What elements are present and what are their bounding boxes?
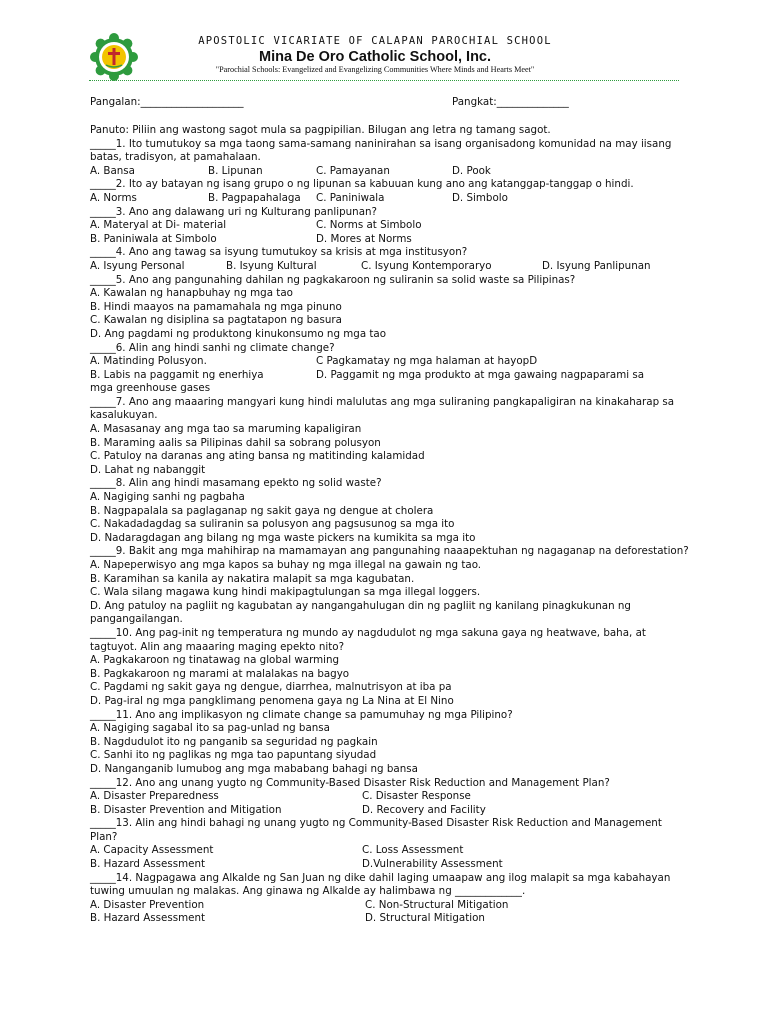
choice-d-continued: mga greenhouse gases	[90, 382, 211, 395]
choice-b[interactable]: B. Karamihan sa kanila ay nakatira malapit sa mga kagubatan.	[90, 572, 415, 585]
question-10: _____10. Ang pag-init ng temperatura ng mundo ay nagdudulot ng mga sakuna gaya ng heatwave, baha, at tagtuyot. Alin ang maaaring maging epekto nito?	[90, 626, 646, 653]
choice-a[interactable]: A. Kawalan ng hanapbuhay ng mga tao	[90, 287, 293, 300]
vicariate-title: APOSTOLIC VICARIATE OF CALAPAN PAROCHIAL SCHOOL	[198, 35, 552, 47]
choice-a[interactable]: A. Bansa	[90, 164, 135, 177]
choice-a[interactable]: A. Nagiging sagabal ito sa pag-unlad ng bansa	[90, 722, 330, 735]
q14-choices-row2	[90, 912, 690, 926]
choice-d[interactable]: D. Lahat ng nabanggit	[90, 463, 206, 476]
choice-b[interactable]: B. Hazard Assessment	[90, 858, 206, 871]
choice-d[interactable]: D. Pag-iral ng mga pangklimang penomena gaya ng La Nina at El Nino	[90, 694, 454, 707]
choice-a[interactable]: A. Pagkakaroon ng tinatawag na global warming	[90, 654, 340, 667]
question-14: _____14. Nagpagawa ang Alkalde ng San Juan ng dike dahil laging umaapaw ang ilog malapit sa mga kabahayan tuwing umuulan ng malakas. Ang ginawa ng Alkalde ay halimbawa ng _____________.	[90, 871, 671, 898]
choice-a[interactable]: A. Isyung Personal	[90, 259, 185, 272]
question-4: _____4. Ano ang tawag sa isyung tumutukoy sa krisis at mga institusyon?	[90, 246, 468, 259]
q1-choices	[90, 165, 690, 179]
instructions: Panuto: Piliin ang wastong sagot mula sa pagpipilian. Bilugan ang letra ng tamang sagot.	[90, 124, 551, 136]
q12-choices-row1	[90, 790, 690, 804]
choice-b[interactable]: B. Paniniwala at Simbolo	[90, 232, 217, 245]
question-9: _____9. Bakit ang mga mahihirap na mamamayan ang pangunahing naaapektuhan ng nagaganap na deforestation?	[90, 545, 689, 558]
choice-c[interactable]: C. Pamayanan	[316, 164, 390, 177]
choice-c[interactable]: C. Paniniwala	[316, 191, 385, 204]
choice-d[interactable]: D. Nanganganib lumubog ang mga mababang bahagi ng bansa	[90, 762, 418, 775]
choice-b[interactable]: B. Isyung Kultural	[226, 259, 317, 272]
school-motto: "Parochial Schools: Evangelized and Evangelizing Communities Where Minds and Hearts Meet"	[215, 65, 535, 74]
choice-c[interactable]: C. Disaster Response	[362, 790, 471, 803]
choice-a[interactable]: A. Materyal at Di- material	[90, 219, 227, 232]
q13-choices-row1	[90, 844, 690, 858]
choice-a[interactable]: A. Napeperwisyo ang mga kapos sa buhay ng mga illegal na gawain ng tao.	[90, 559, 482, 571]
choice-d[interactable]: D. Mores at Norms	[316, 232, 412, 245]
choice-a[interactable]: A. Nagiging sanhi ng pagbaha	[90, 491, 245, 504]
choice-b[interactable]: B. Maraming aalis sa Pilipinas dahil sa sobrang polusyon	[90, 436, 381, 449]
choice-d[interactable]: D. Ang patuloy na pagliit ng kagubatan ay nangangahulugan din ng pagliit ng kanilang pinagkukunan ng pangangailangan.	[90, 599, 631, 626]
question-11: _____11. Ano ang implikasyon ng climate change sa pamumuhay ng mga Pilipino?	[90, 708, 513, 721]
choice-c[interactable]: C. Wala silang magawa kung hindi makipagtulungan sa mga illegal loggers.	[90, 586, 481, 599]
choice-b[interactable]: B. Pagpapahalaga	[208, 191, 301, 204]
q12-choices-row2	[90, 804, 690, 818]
q3-choices-row2	[90, 233, 690, 247]
choice-b[interactable]: B. Lipunan	[208, 164, 263, 177]
choice-b[interactable]: B. Disaster Prevention and Mitigation	[90, 803, 282, 816]
choice-a[interactable]: A. Capacity Assessment	[90, 844, 214, 857]
section-field[interactable]: Pangkat:______________	[452, 96, 569, 108]
question-5: _____5. Ano ang pangunahing dahilan ng pagkakaroon ng suliranin sa solid waste sa Pilipinas?	[90, 273, 576, 286]
choice-d[interactable]: D. Pook	[452, 164, 491, 177]
q6-choices-row2	[90, 369, 690, 383]
choice-c[interactable]: C. Sanhi ito ng paglikas ng mga tao papuntang siyudad	[90, 749, 377, 762]
choice-a[interactable]: A. Matinding Polusyon.	[90, 355, 207, 368]
question-12: _____12. Ano ang unang yugto ng Community-Based Disaster Risk Reduction and Management Plan?	[90, 776, 610, 789]
choice-c[interactable]: C. Non-Structural Mitigation	[365, 898, 509, 911]
choice-a[interactable]: A. Masasanay ang mga tao sa maruming kapaligiran	[90, 423, 362, 436]
choice-b[interactable]: B. Nagpapalala sa paglaganap ng sakit gaya ng dengue at cholera	[90, 504, 434, 517]
choice-d[interactable]: D. Simbolo	[452, 191, 508, 204]
question-13: _____13. Alin ang hindi bahagi ng unang yugto ng Community-Based Disaster Risk Reduction and Management Plan?	[90, 817, 662, 843]
name-field[interactable]: Pangalan:____________________	[90, 96, 244, 108]
choice-d[interactable]: D. Nadaragdagan ang bilang ng mga waste pickers na kumikita sa mga ito	[90, 531, 476, 544]
choice-a[interactable]: A. Norms	[90, 191, 137, 204]
student-fields	[90, 96, 690, 124]
q6-choices-row1	[90, 355, 690, 369]
choice-d[interactable]: D. Recovery and Facility	[362, 803, 486, 816]
question-2: _____2. Ito ay batayan ng isang grupo o ng lipunan sa kabuuan kung ano ang katanggap-tanggap o hindi.	[90, 178, 634, 191]
choice-b[interactable]: B. Nagdudulot ito ng panganib sa seguridad ng pagkain	[90, 735, 378, 748]
choice-c[interactable]: C. Loss Assessment	[362, 844, 464, 857]
school-seal-logo	[89, 32, 139, 82]
choice-c[interactable]: C. Norms at Simbolo	[316, 219, 422, 232]
choice-b[interactable]: B. Labis na paggamit ng enerhiya	[90, 368, 264, 381]
question-6: _____6. Alin ang hindi sanhi ng climate change?	[90, 341, 335, 354]
choice-b[interactable]: B. Hindi maayos na pamamahala ng mga pinuno	[90, 300, 342, 313]
school-header	[0, 0, 768, 84]
choice-b[interactable]: B. Pagkakaroon ng marami at malalakas na bagyo	[90, 667, 350, 680]
school-name: Mina De Oro Catholic School, Inc.	[258, 49, 492, 65]
question-1: _____1. Ito tumutukoy sa mga taong sama-samang naninirahan sa isang organisadong komunidad na may iisang batas, tradisyon, at pamahalaan.	[90, 137, 672, 164]
choice-d[interactable]: D. Structural Mitigation	[365, 912, 485, 925]
quiz-body	[90, 96, 690, 926]
choice-c[interactable]: C. Pagdami ng sakit gaya ng dengue, diarrhea, malnutrisyon at iba pa	[90, 681, 452, 694]
choice-c[interactable]: C. Patuloy na daranas ang ating bansa ng matitinding kalamidad	[90, 450, 425, 463]
question-3: _____3. Ano ang dalawang uri ng Kulturang panlipunan?	[90, 205, 377, 218]
choice-d[interactable]: D. Paggamit ng mga produkto at mga gawaing nagpaparami sa	[316, 368, 645, 381]
question-7: _____7. Ano ang maaaring mangyari kung hindi malulutas ang mga suliraning pangkapaligiran na kinakaharap sa kasalukuyan.	[90, 395, 675, 422]
choice-c[interactable]: C. Kawalan ng disiplina sa pagtatapon ng basura	[90, 314, 342, 327]
choice-d[interactable]: D.Vulnerability Assessment	[362, 858, 503, 871]
choice-d[interactable]: D. Isyung Panlipunan	[542, 259, 651, 272]
q2-choices	[90, 192, 690, 206]
choice-a[interactable]: A. Disaster Prevention	[90, 898, 205, 911]
q13-choices-row2	[90, 858, 690, 872]
choice-c[interactable]: C. Nakadadagdag sa suliranin sa polusyon ang pagsusunog sa mga ito	[90, 518, 455, 531]
choice-a[interactable]: A. Disaster Preparedness	[90, 790, 219, 803]
choice-c[interactable]: C. Isyung Kontemporaryo	[361, 259, 492, 272]
choice-b[interactable]: B. Hazard Assessment	[90, 912, 206, 925]
choice-d[interactable]: D. Ang pagdami ng produktong kinukonsumo ng mga tao	[90, 327, 387, 340]
header-divider	[89, 80, 679, 81]
choice-c[interactable]: C Pagkamatay ng mga halaman at hayopD	[316, 355, 538, 368]
q14-choices-row1	[90, 899, 690, 913]
q3-choices-row1	[90, 219, 690, 233]
question-8: _____8. Alin ang hindi masamang epekto ng solid waste?	[90, 477, 382, 490]
q4-choices	[90, 260, 690, 274]
